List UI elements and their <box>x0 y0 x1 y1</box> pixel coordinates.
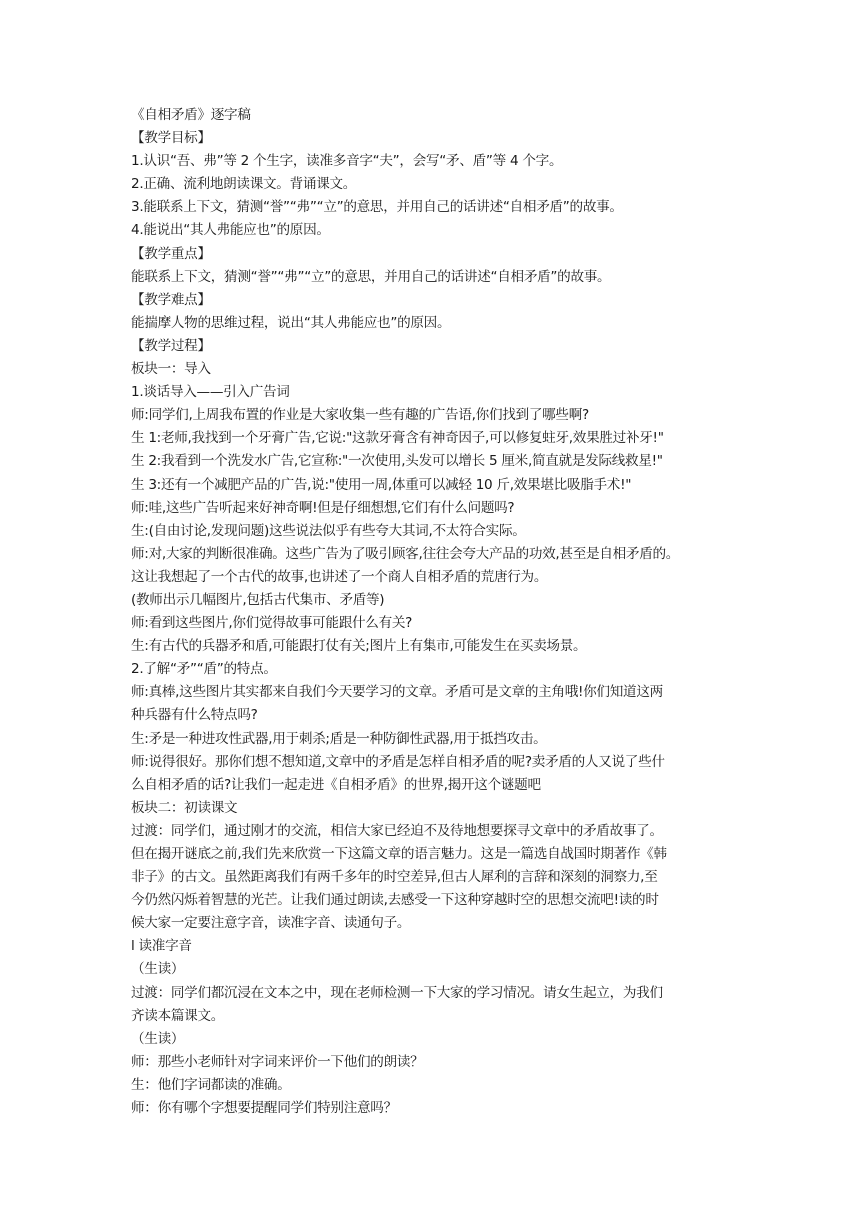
text-line: 但在揭开谜底之前,我们先来欣赏一下这篇文章的语言魅力。这是一篇选自战国时期著作《韩 <box>131 846 667 862</box>
text-line: 今仍然闪烁着智慧的光芒。让我们通过朗读,去感受一下这种穿越时空的思想交流吧!读的时 <box>131 892 659 909</box>
text-line: 2.了解“矛”“盾”的特点。 <box>131 661 277 678</box>
text-line: 师：那些小老师针对字词来评价一下他们的朗读？ <box>131 1053 424 1070</box>
text-line: 生 3:还有一个减肥产品的广告,说:"使用一周,体重可以减轻 10 斤,效果堪比吸脂手术!" <box>131 476 632 493</box>
document-title: 《自相矛盾》逐字稿 <box>131 107 251 123</box>
document-body <box>131 104 746 1120</box>
text-line: 师:说得很好。那你们想不想知道,文章中的矛盾是怎样自相矛盾的呢?卖矛盾的人又说了些什 <box>131 753 665 770</box>
text-line: 4.能说出“其人弗能应也”的原因。 <box>131 222 330 239</box>
text-line: 3.能联系上下文，猜测“誉”“弗”“立”的意思，并用自己的话讲述“自相矛盾”的故事。 <box>131 199 623 216</box>
section-heading-objectives: 【教学目标】 <box>131 130 211 147</box>
text-line: 能联系上下文，猜测“誉”“弗”“立”的意思，并用自己的话讲述“自相矛盾”的故事。 <box>131 268 611 285</box>
text-line: 过渡：同学们，通过刚才的交流，相信大家已经迫不及待地想要探寻文章中的矛盾故事了。 <box>131 822 663 839</box>
text-line: 齐读本篇课文。 <box>131 1007 225 1024</box>
text-line: 过渡：同学们都沉浸在文本之中，现在老师检测一下大家的学习情况。请女生起立，为我们 <box>131 984 663 1001</box>
text-line: 生:(自由讨论,发现问题)这些说法似乎有些夸大其词,不太符合实际。 <box>131 522 526 539</box>
text-line: 生 2:我看到一个洗发水广告,它宣称:"一次使用,头发可以增长 5 厘米,简直就是发际线救星!" <box>131 453 663 470</box>
text-line: （生读） <box>131 1030 185 1047</box>
text-line: 生:有古代的兵器矛和盾,可能跟打仗有关;图片上有集市,可能发生在买卖场景。 <box>131 638 587 655</box>
text-line: 这让我想起了一个古代的故事,也讲述了一个商人自相矛盾的荒唐行为。 <box>131 568 548 585</box>
text-line: 1.认识“吾、弗”等 2 个生字，读准多音字“夫”，会写“矛、盾”等 4 个字。 <box>131 153 563 170</box>
text-line: 师:真棒,这些图片其实都来自我们今天要学习的文章。矛盾可是文章的主角哦!你们知道这两 <box>131 684 663 701</box>
text-line: 1.谈话导入——引入广告词 <box>131 384 290 401</box>
text-line: (教师出示几幅图片,包括古代集市、矛盾等) <box>131 591 385 608</box>
text-line: （生读） <box>131 961 185 978</box>
text-line: 师:对,大家的判断很准确。这些广告为了吸引顾客,往往会夸大产品的功效,甚至是自相矛盾的。 <box>131 545 680 562</box>
text-line: 能揣摩人物的思维过程，说出“其人弗能应也”的原因。 <box>131 314 451 331</box>
section-heading-key-points: 【教学重点】 <box>131 245 211 262</box>
section-heading-process: 【教学过程】 <box>131 337 211 354</box>
text-line: 么自相矛盾的话?让我们一起走进《自相矛盾》的世界,揭开这个谜题吧 <box>131 776 541 793</box>
text-line: 种兵器有什么特点吗? <box>131 707 258 724</box>
text-line: 师:同学们,上周我布置的作业是大家收集一些有趣的广告语,你们找到了哪些啊? <box>131 407 589 424</box>
section-heading-difficulties: 【教学难点】 <box>131 291 211 308</box>
text-line: 师:哇,这些广告听起来好神奇啊!但是仔细想想,它们有什么问题吗? <box>131 499 515 516</box>
text-line: 候大家一定要注意字音，读准字音、读通句子。 <box>131 915 411 932</box>
block-heading-intro: 板块一：导入 <box>131 361 211 378</box>
text-line: 师：你有哪个字想要提醒同学们特别注意吗？ <box>131 1100 397 1117</box>
text-line: 非子》的古文。虽然距离我们有两千多年的时空差异,但古人犀利的言辞和深刻的洞察力,至 <box>131 869 658 886</box>
text-line: 生 1:老师,我找到一个牙膏广告,它说:"这款牙膏含有神奇因子,可以修复蛀牙,效果胜过补牙!" <box>131 430 664 447</box>
text-line: 生:矛是一种进攻性武器,用于刺杀;盾是一种防御性武器,用于抵挡攻击。 <box>131 730 547 747</box>
text-line: 2.正确、流利地朗读课文。背诵课文。 <box>131 176 357 193</box>
text-line: 师:看到这些图片,你们觉得故事可能跟什么有关? <box>131 615 413 632</box>
bullet-heading-pronunciation: l 读准字音 <box>131 938 192 955</box>
block-heading-first-reading: 板块二：初读课文 <box>131 799 238 816</box>
text-line: 生：他们字词都读的准确。 <box>131 1076 291 1093</box>
